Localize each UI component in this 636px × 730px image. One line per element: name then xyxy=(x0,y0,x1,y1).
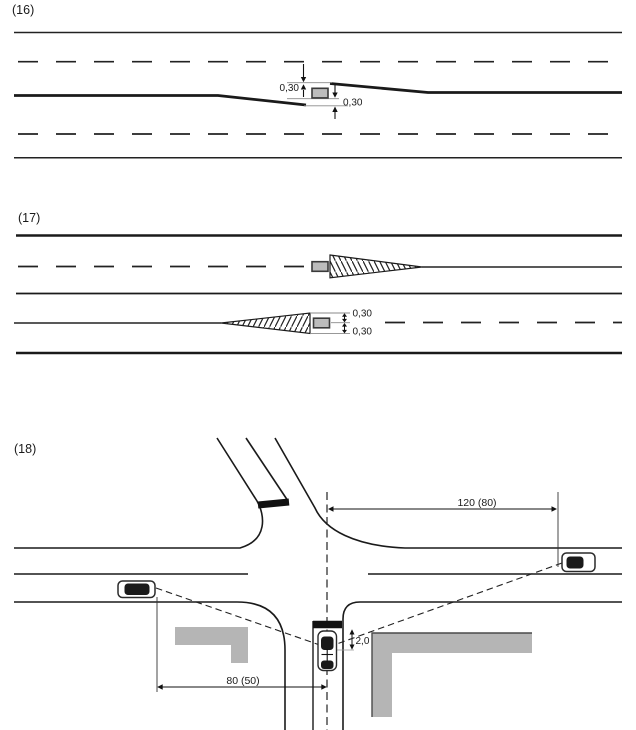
figure-17-label: (17) xyxy=(18,211,41,225)
dimension-sight-right xyxy=(328,506,557,511)
diagonal-road-divider xyxy=(246,438,288,501)
building-block-right xyxy=(372,633,532,717)
car-waiting-on-side-road xyxy=(318,631,337,671)
dimension-label-bottom: 0,30 xyxy=(343,97,363,109)
building-block-left xyxy=(175,627,248,663)
figure-16-label: (16) xyxy=(12,3,35,17)
figure-18-label: (18) xyxy=(14,442,37,456)
dimension-label-sight-right: 120 (80) xyxy=(457,497,497,509)
road-stud xyxy=(312,262,328,272)
car-right-on-main-road xyxy=(562,553,595,572)
figure-16-road-stud-at-centerline xyxy=(0,0,636,195)
road-stud xyxy=(312,88,328,98)
dimension-label-top: 0,30 xyxy=(352,308,372,320)
main-road-bottom-edge-left xyxy=(14,602,285,730)
center-line-left-segment xyxy=(14,96,306,106)
diagonal-road-edge-left xyxy=(14,438,263,548)
stop-bar-diagonal-road xyxy=(258,502,289,505)
hatched-taper-wedge-right xyxy=(330,255,422,278)
dimension-label-setback: 2,0 xyxy=(355,636,370,647)
dimension-label-bottom: 0,30 xyxy=(352,326,372,338)
dimension-arrow-upper xyxy=(301,64,306,97)
road-stud xyxy=(314,318,330,328)
car-left-on-main-road xyxy=(118,581,155,598)
figure-17-taper-wedge-markings xyxy=(0,195,636,370)
dimension-arrow-upper xyxy=(342,313,347,322)
dimension-label-sight-left: 80 (50) xyxy=(226,675,260,687)
figure-18-intersection-sight-distances xyxy=(0,430,636,730)
center-line-right-segment xyxy=(330,84,622,93)
dimension-label-top: 0,30 xyxy=(279,83,299,94)
hatched-taper-wedge-left xyxy=(221,313,310,334)
dimension-arrow-lower xyxy=(332,85,337,119)
dimension-arrow-lower xyxy=(342,323,347,333)
